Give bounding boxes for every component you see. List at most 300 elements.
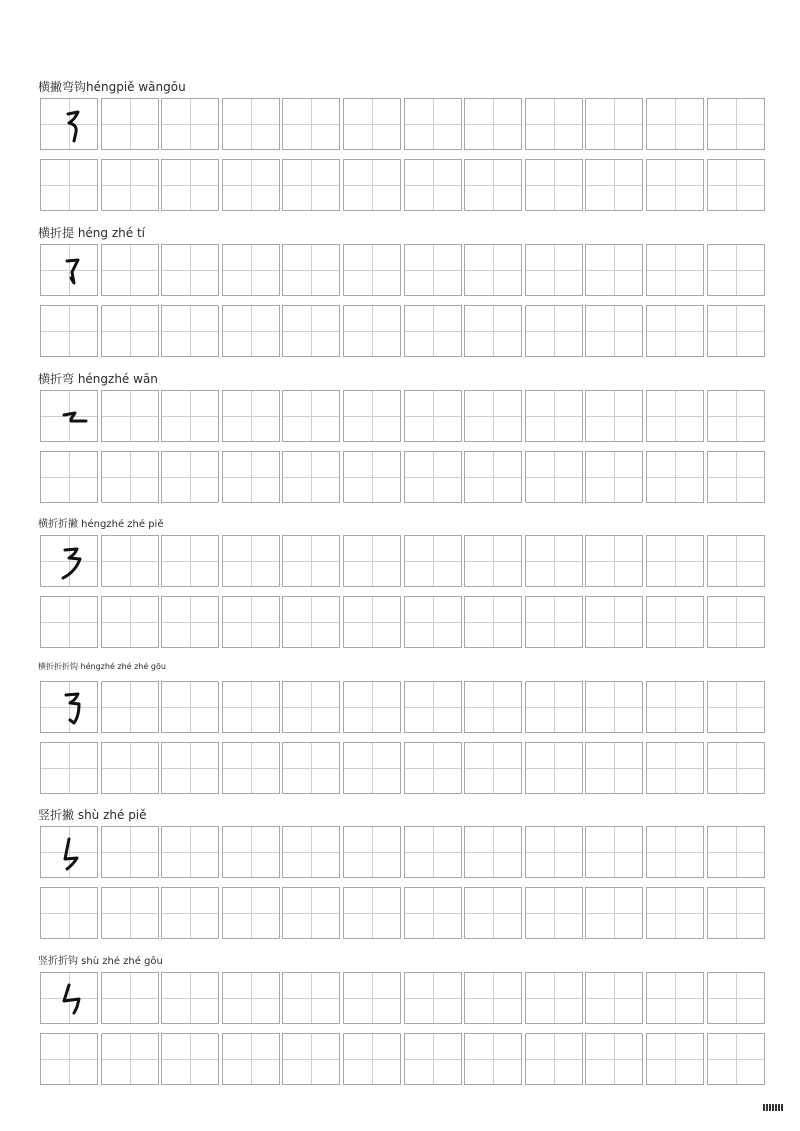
tianzige-cell[interactable] (282, 159, 340, 211)
cell-guide-horizontal (465, 1059, 521, 1060)
cell-guide-horizontal (344, 331, 400, 332)
tianzige-cell[interactable] (101, 596, 159, 648)
tianzige-cell[interactable] (161, 390, 219, 442)
tianzige-cell[interactable] (525, 596, 583, 648)
cell-guide-horizontal (283, 1059, 339, 1060)
tianzige-cell[interactable] (161, 972, 219, 1024)
stroke-example-icon (41, 99, 99, 151)
cell-guide-horizontal (465, 561, 521, 562)
tianzige-cell[interactable] (282, 535, 340, 587)
tianzige-cell[interactable] (464, 1033, 522, 1085)
tianzige-cell[interactable] (282, 596, 340, 648)
cell-guide-horizontal (405, 331, 461, 332)
tianzige-cell[interactable] (282, 390, 340, 442)
tianzige-cell[interactable] (101, 826, 159, 878)
tianzige-cell[interactable] (40, 98, 98, 150)
cell-guide-horizontal (102, 477, 158, 478)
cell-guide-horizontal (708, 622, 764, 623)
tianzige-cell[interactable] (707, 244, 765, 296)
cell-guide-horizontal (223, 622, 279, 623)
tianzige-cell[interactable] (222, 681, 280, 733)
tianzige-cell[interactable] (404, 887, 462, 939)
cell-guide-horizontal (102, 768, 158, 769)
cell-guide-horizontal (102, 707, 158, 708)
cell-guide-horizontal (223, 124, 279, 125)
tianzige-cell[interactable] (707, 681, 765, 733)
tianzige-cell[interactable] (282, 972, 340, 1024)
tianzige-cell[interactable] (404, 826, 462, 878)
stroke-example-icon (41, 536, 99, 588)
cell-guide-horizontal (344, 998, 400, 999)
tianzige-cell[interactable] (646, 1033, 704, 1085)
tianzige-cell[interactable] (707, 305, 765, 357)
tianzige-cell[interactable] (464, 887, 522, 939)
tianzige-cell[interactable] (525, 681, 583, 733)
tianzige-cell[interactable] (707, 535, 765, 587)
tianzige-cell[interactable] (585, 742, 643, 794)
stroke-example-icon (41, 391, 99, 443)
cell-guide-horizontal (586, 477, 642, 478)
tianzige-cell[interactable] (464, 596, 522, 648)
tianzige-cell[interactable] (40, 596, 98, 648)
cell-guide-horizontal (526, 707, 582, 708)
tianzige-cell[interactable] (101, 681, 159, 733)
cell-guide-horizontal (41, 1059, 97, 1060)
tianzige-cell[interactable] (525, 390, 583, 442)
tianzige-cell[interactable] (585, 244, 643, 296)
tianzige-cell[interactable] (343, 826, 401, 878)
tianzige-cell[interactable] (646, 535, 704, 587)
cell-guide-horizontal (41, 331, 97, 332)
tianzige-cell[interactable] (343, 535, 401, 587)
tianzige-cell[interactable] (646, 451, 704, 503)
tianzige-cell[interactable] (101, 1033, 159, 1085)
cell-guide-horizontal (162, 913, 218, 914)
tianzige-cell[interactable] (161, 535, 219, 587)
tianzige-cell[interactable] (404, 1033, 462, 1085)
cell-guide-horizontal (405, 1059, 461, 1060)
tianzige-cell[interactable] (40, 887, 98, 939)
tianzige-cell[interactable] (525, 826, 583, 878)
cell-guide-horizontal (102, 270, 158, 271)
cell-guide-horizontal (162, 331, 218, 332)
tianzige-cell[interactable] (464, 535, 522, 587)
cell-guide-horizontal (647, 270, 703, 271)
tianzige-cell[interactable] (404, 390, 462, 442)
cell-guide-horizontal (344, 416, 400, 417)
tianzige-cell[interactable] (343, 390, 401, 442)
tianzige-cell[interactable] (404, 596, 462, 648)
cell-guide-horizontal (708, 768, 764, 769)
tianzige-cell[interactable] (585, 972, 643, 1024)
tianzige-cell[interactable] (40, 826, 98, 878)
cell-guide-horizontal (465, 331, 521, 332)
tianzige-cell[interactable] (646, 972, 704, 1024)
cell-guide-horizontal (405, 416, 461, 417)
tianzige-cell[interactable] (646, 826, 704, 878)
cell-guide-horizontal (41, 185, 97, 186)
cell-guide-horizontal (41, 477, 97, 478)
tianzige-cell[interactable] (585, 451, 643, 503)
tianzige-cell[interactable] (585, 887, 643, 939)
cell-guide-horizontal (223, 416, 279, 417)
tianzige-cell[interactable] (222, 159, 280, 211)
stroke-section-shu-zhe-zhe-gou (0, 952, 800, 1098)
tianzige-cell[interactable] (161, 305, 219, 357)
cell-guide-horizontal (223, 1059, 279, 1060)
tianzige-cell[interactable] (101, 98, 159, 150)
section-title: 横折提 héng zhé tí (38, 226, 145, 240)
tianzige-cell[interactable] (343, 451, 401, 503)
tianzige-cell[interactable] (161, 681, 219, 733)
tianzige-cell[interactable] (40, 390, 98, 442)
tianzige-cell[interactable] (525, 159, 583, 211)
tianzige-cell[interactable] (222, 305, 280, 357)
cell-guide-horizontal (465, 622, 521, 623)
cell-guide-horizontal (708, 1059, 764, 1060)
tianzige-cell[interactable] (101, 742, 159, 794)
tianzige-cell[interactable] (222, 244, 280, 296)
tianzige-cell[interactable] (40, 451, 98, 503)
tianzige-cell[interactable] (282, 1033, 340, 1085)
cell-guide-horizontal (405, 185, 461, 186)
cell-guide-horizontal (526, 477, 582, 478)
cell-guide-horizontal (405, 998, 461, 999)
cell-guide-horizontal (586, 124, 642, 125)
cell-guide-horizontal (283, 768, 339, 769)
tianzige-cell[interactable] (646, 681, 704, 733)
cell-guide-horizontal (162, 270, 218, 271)
stroke-section-shu-zhe-pie (0, 806, 800, 952)
cell-guide-horizontal (162, 124, 218, 125)
tianzige-cell[interactable] (40, 972, 98, 1024)
cell-guide-horizontal (223, 852, 279, 853)
cell-guide-horizontal (344, 124, 400, 125)
cell-guide-horizontal (223, 707, 279, 708)
tianzige-cell[interactable] (525, 305, 583, 357)
tianzige-cell[interactable] (40, 159, 98, 211)
tianzige-cell[interactable] (525, 887, 583, 939)
tianzige-cell[interactable] (707, 826, 765, 878)
tianzige-cell[interactable] (646, 159, 704, 211)
cell-guide-horizontal (283, 124, 339, 125)
tianzige-cell[interactable] (525, 98, 583, 150)
cell-guide-horizontal (162, 185, 218, 186)
tianzige-cell[interactable] (101, 244, 159, 296)
stroke-section-heng-zhe-ti (0, 224, 800, 370)
stroke-section-heng-zhe-zhe-pie (0, 515, 800, 661)
cell-guide-horizontal (405, 561, 461, 562)
tianzige-cell[interactable] (222, 390, 280, 442)
cell-guide-horizontal (647, 561, 703, 562)
cell-guide-horizontal (586, 852, 642, 853)
tianzige-cell[interactable] (161, 244, 219, 296)
tianzige-cell[interactable] (40, 742, 98, 794)
cell-guide-horizontal (223, 477, 279, 478)
cell-guide-horizontal (283, 416, 339, 417)
tianzige-cell[interactable] (464, 826, 522, 878)
tianzige-cell[interactable] (646, 305, 704, 357)
tianzige-cell[interactable] (585, 1033, 643, 1085)
tianzige-cell[interactable] (161, 1033, 219, 1085)
tianzige-cell[interactable] (343, 159, 401, 211)
cell-guide-horizontal (41, 622, 97, 623)
cell-guide-horizontal (102, 416, 158, 417)
tianzige-cell[interactable] (101, 159, 159, 211)
tianzige-cell[interactable] (525, 535, 583, 587)
tianzige-cell[interactable] (404, 681, 462, 733)
cell-guide-horizontal (708, 707, 764, 708)
tianzige-cell[interactable] (464, 244, 522, 296)
tianzige-cell[interactable] (101, 451, 159, 503)
cell-guide-horizontal (344, 477, 400, 478)
tianzige-cell[interactable] (161, 596, 219, 648)
practice-row (40, 159, 767, 213)
tianzige-cell[interactable] (707, 972, 765, 1024)
tianzige-cell[interactable] (222, 535, 280, 587)
cell-guide-horizontal (647, 185, 703, 186)
cell-guide-horizontal (647, 1059, 703, 1060)
cell-guide-horizontal (526, 852, 582, 853)
cell-guide-horizontal (223, 561, 279, 562)
practice-row (40, 451, 767, 505)
cell-guide-horizontal (162, 622, 218, 623)
tianzige-cell[interactable] (464, 972, 522, 1024)
cell-guide-horizontal (526, 416, 582, 417)
tianzige-cell[interactable] (222, 826, 280, 878)
tianzige-cell[interactable] (222, 596, 280, 648)
tianzige-cell[interactable] (707, 1033, 765, 1085)
cell-guide-horizontal (405, 852, 461, 853)
tianzige-cell[interactable] (464, 159, 522, 211)
cell-guide-horizontal (162, 998, 218, 999)
cell-guide-horizontal (708, 270, 764, 271)
cell-guide-horizontal (41, 768, 97, 769)
cell-guide-horizontal (708, 124, 764, 125)
tianzige-cell[interactable] (343, 244, 401, 296)
tianzige-cell[interactable] (404, 98, 462, 150)
tianzige-cell[interactable] (585, 596, 643, 648)
cell-guide-horizontal (526, 185, 582, 186)
cell-guide-horizontal (465, 998, 521, 999)
section-title: 竖折撇 shù zhé piě (38, 808, 147, 822)
tianzige-cell[interactable] (282, 98, 340, 150)
section-title: 横折折折钩 héngzhé zhé zhé gōu (38, 662, 166, 671)
tianzige-cell[interactable] (101, 535, 159, 587)
tianzige-cell[interactable] (161, 826, 219, 878)
tianzige-cell[interactable] (525, 244, 583, 296)
cell-guide-horizontal (647, 913, 703, 914)
tianzige-cell[interactable] (101, 305, 159, 357)
tianzige-cell[interactable] (525, 972, 583, 1024)
cell-guide-horizontal (162, 707, 218, 708)
tianzige-cell[interactable] (282, 742, 340, 794)
cell-guide-horizontal (405, 477, 461, 478)
tianzige-cell[interactable] (282, 451, 340, 503)
cell-guide-horizontal (344, 707, 400, 708)
tianzige-cell[interactable] (101, 390, 159, 442)
cell-guide-horizontal (708, 416, 764, 417)
cell-guide-horizontal (526, 768, 582, 769)
cell-guide-horizontal (283, 852, 339, 853)
tianzige-cell[interactable] (161, 742, 219, 794)
tianzige-cell[interactable] (343, 742, 401, 794)
section-title: 竖折折钩 shù zhé zhé gōu (38, 956, 163, 967)
tianzige-cell[interactable] (343, 98, 401, 150)
tianzige-cell[interactable] (585, 159, 643, 211)
tianzige-cell[interactable] (585, 390, 643, 442)
tianzige-cell[interactable] (40, 244, 98, 296)
tianzige-cell[interactable] (585, 681, 643, 733)
cell-guide-horizontal (223, 998, 279, 999)
cell-guide-horizontal (283, 331, 339, 332)
tianzige-cell[interactable] (707, 596, 765, 648)
tianzige-cell[interactable] (404, 742, 462, 794)
practice-row (40, 826, 767, 880)
cell-guide-horizontal (405, 622, 461, 623)
tianzige-cell[interactable] (282, 244, 340, 296)
tianzige-cell[interactable] (646, 98, 704, 150)
cell-guide-horizontal (526, 124, 582, 125)
cell-guide-horizontal (102, 1059, 158, 1060)
tianzige-cell[interactable] (40, 535, 98, 587)
tianzige-cell[interactable] (525, 451, 583, 503)
cell-guide-horizontal (41, 913, 97, 914)
tianzige-cell[interactable] (101, 887, 159, 939)
cell-guide-horizontal (526, 998, 582, 999)
cell-guide-horizontal (465, 477, 521, 478)
tianzige-cell[interactable] (343, 1033, 401, 1085)
cell-guide-horizontal (344, 913, 400, 914)
cell-guide-horizontal (647, 768, 703, 769)
tianzige-cell[interactable] (40, 681, 98, 733)
cell-guide-horizontal (526, 1059, 582, 1060)
tianzige-cell[interactable] (464, 98, 522, 150)
tianzige-cell[interactable] (101, 972, 159, 1024)
tianzige-cell[interactable] (404, 305, 462, 357)
tianzige-cell[interactable] (585, 826, 643, 878)
cell-guide-horizontal (102, 998, 158, 999)
cell-guide-horizontal (586, 707, 642, 708)
tianzige-cell[interactable] (343, 596, 401, 648)
tianzige-cell[interactable] (161, 451, 219, 503)
cell-guide-horizontal (283, 622, 339, 623)
tianzige-cell[interactable] (707, 887, 765, 939)
cell-guide-horizontal (465, 270, 521, 271)
tianzige-cell[interactable] (404, 972, 462, 1024)
stroke-example-icon (41, 682, 99, 734)
tianzige-cell[interactable] (585, 98, 643, 150)
cell-guide-horizontal (526, 270, 582, 271)
cell-guide-horizontal (708, 852, 764, 853)
tianzige-cell[interactable] (585, 305, 643, 357)
tianzige-cell[interactable] (282, 305, 340, 357)
cell-guide-horizontal (526, 331, 582, 332)
tianzige-cell[interactable] (646, 596, 704, 648)
cell-guide-horizontal (647, 622, 703, 623)
tianzige-cell[interactable] (343, 972, 401, 1024)
tianzige-cell[interactable] (222, 1033, 280, 1085)
practice-row (40, 742, 767, 796)
tianzige-cell[interactable] (464, 390, 522, 442)
tianzige-cell[interactable] (707, 98, 765, 150)
cell-guide-horizontal (586, 913, 642, 914)
tianzige-cell[interactable] (161, 887, 219, 939)
tianzige-cell[interactable] (222, 451, 280, 503)
cell-guide-horizontal (586, 561, 642, 562)
tianzige-cell[interactable] (707, 159, 765, 211)
tianzige-cell[interactable] (282, 887, 340, 939)
cell-guide-horizontal (586, 768, 642, 769)
tianzige-cell[interactable] (646, 887, 704, 939)
cell-guide-horizontal (526, 913, 582, 914)
cell-guide-horizontal (708, 561, 764, 562)
tianzige-cell[interactable] (404, 535, 462, 587)
cell-guide-horizontal (465, 768, 521, 769)
tianzige-cell[interactable] (222, 742, 280, 794)
tianzige-cell[interactable] (525, 1033, 583, 1085)
practice-row (40, 681, 767, 735)
tianzige-cell[interactable] (464, 681, 522, 733)
tianzige-cell[interactable] (161, 98, 219, 150)
section-title: 横折折撇 héngzhé zhé piě (38, 519, 164, 530)
cell-guide-horizontal (647, 331, 703, 332)
tianzige-cell[interactable] (646, 390, 704, 442)
tianzige-cell[interactable] (282, 681, 340, 733)
cell-guide-horizontal (708, 477, 764, 478)
tianzige-cell[interactable] (343, 681, 401, 733)
cell-guide-horizontal (162, 416, 218, 417)
cell-guide-horizontal (283, 477, 339, 478)
tianzige-cell[interactable] (40, 1033, 98, 1085)
practice-row (40, 244, 767, 298)
tianzige-cell[interactable] (222, 887, 280, 939)
cell-guide-horizontal (647, 852, 703, 853)
cell-guide-horizontal (223, 331, 279, 332)
tianzige-cell[interactable] (222, 98, 280, 150)
cell-guide-horizontal (344, 270, 400, 271)
cell-guide-horizontal (223, 913, 279, 914)
tianzige-cell[interactable] (282, 826, 340, 878)
cell-guide-horizontal (223, 768, 279, 769)
tianzige-cell[interactable] (646, 742, 704, 794)
practice-row (40, 972, 767, 1026)
cell-guide-horizontal (102, 622, 158, 623)
cell-guide-horizontal (283, 913, 339, 914)
practice-row (40, 535, 767, 589)
tianzige-cell[interactable] (40, 305, 98, 357)
tianzige-cell[interactable] (161, 159, 219, 211)
cell-guide-horizontal (162, 852, 218, 853)
tianzige-cell[interactable] (646, 244, 704, 296)
tianzige-cell[interactable] (585, 535, 643, 587)
tianzige-cell[interactable] (707, 390, 765, 442)
tianzige-cell[interactable] (464, 451, 522, 503)
cell-guide-horizontal (647, 707, 703, 708)
tianzige-cell[interactable] (404, 159, 462, 211)
tianzige-cell[interactable] (222, 972, 280, 1024)
tianzige-cell[interactable] (404, 244, 462, 296)
tianzige-cell[interactable] (707, 742, 765, 794)
tianzige-cell[interactable] (464, 305, 522, 357)
tianzige-cell[interactable] (404, 451, 462, 503)
section-title: 横折弯 héngzhé wān (38, 372, 158, 386)
tianzige-cell[interactable] (707, 451, 765, 503)
tianzige-cell[interactable] (343, 887, 401, 939)
tianzige-cell[interactable] (343, 305, 401, 357)
tianzige-cell[interactable] (464, 742, 522, 794)
tianzige-cell[interactable] (525, 742, 583, 794)
